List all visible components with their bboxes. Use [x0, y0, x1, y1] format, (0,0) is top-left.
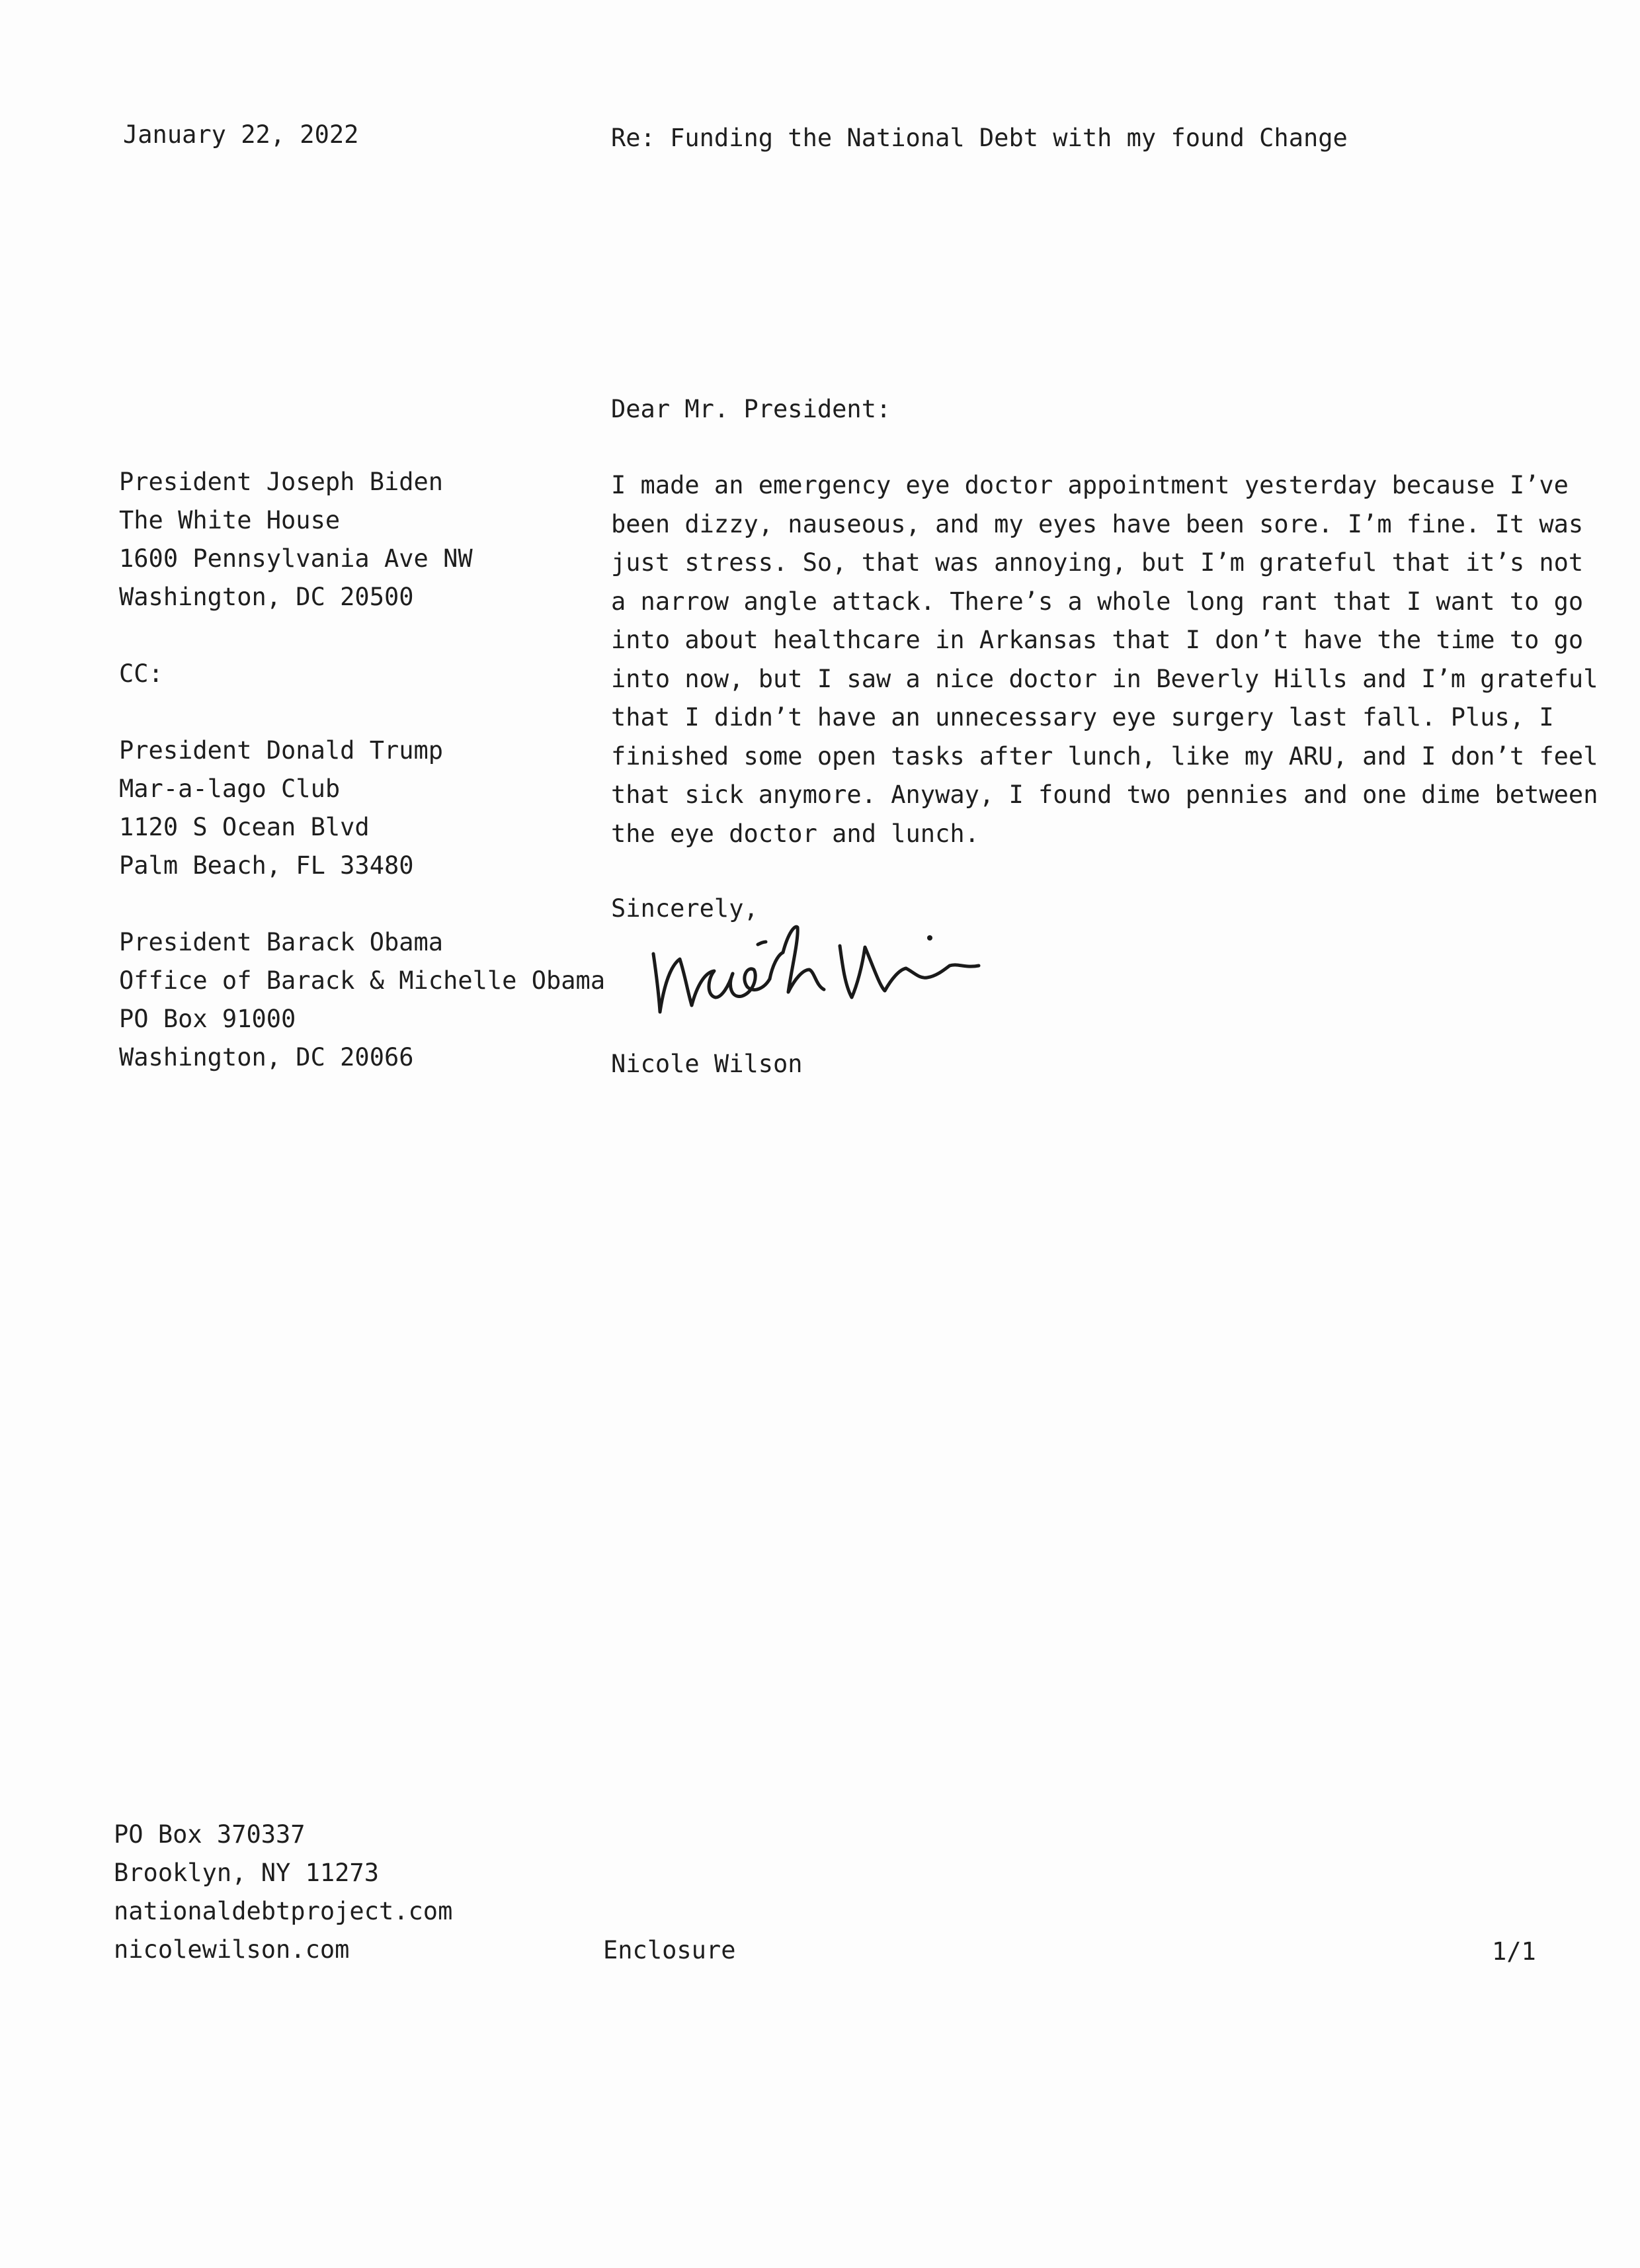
cc-address-line: Office of Barack & Michelle Obama [119, 966, 606, 995]
letter-subject: Re: Funding the National Debt with my found Change [611, 124, 1348, 152]
footer-address-line: PO Box 370337 [114, 1820, 306, 1849]
recipient-address-line: 1600 Pennsylvania Ave NW [119, 544, 473, 573]
cc-address-line: Palm Beach, FL 33480 [119, 851, 414, 880]
cc-label: CC: [119, 659, 163, 688]
signer-name: Nicole Wilson [611, 1050, 803, 1078]
body-line: I made an emergency eye doctor appointment yesterday because I’ve [611, 471, 1569, 499]
letter-body [611, 466, 1598, 853]
cc-recipient-name: President Donald Trump [119, 736, 444, 765]
body-line: finished some open tasks after lunch, like my ARU, and I don’t feel [611, 741, 1598, 771]
body-line: a narrow angle attack. There’s a whole long rant that I want to go [611, 587, 1584, 616]
body-line: the eye doctor and lunch. [611, 819, 979, 848]
spacer [119, 693, 605, 732]
footer-address-block [114, 1816, 452, 1969]
spacer [119, 616, 605, 655]
cc-address-line: Washington, DC 20066 [119, 1043, 414, 1071]
closing: Sincerely, [611, 894, 758, 923]
cc-address-line: Mar-a-lago Club [119, 775, 341, 803]
letter-date: January 22, 2022 [123, 120, 359, 149]
body-line: that sick anymore. Anyway, I found two pennies and one dime between [611, 780, 1598, 809]
enclosure-label: Enclosure [603, 1936, 736, 1964]
body-line: been dizzy, nauseous, and my eyes have been sore. I’m fine. It was [611, 509, 1584, 538]
page-number: 1/1 [1492, 1937, 1536, 1966]
body-line: into about healthcare in Arkansas that I don’t have the time to go [611, 626, 1584, 654]
footer-website: nicolewilson.com [114, 1935, 350, 1964]
footer-website: nationaldebtproject.com [114, 1897, 453, 1925]
cc-address-line: 1120 S Ocean Blvd [119, 813, 370, 841]
body-line: just stress. So, that was annoying, but I’m grateful that it’s not [611, 548, 1584, 577]
cc-address-line: PO Box 91000 [119, 1005, 296, 1033]
salutation: Dear Mr. President: [611, 395, 891, 423]
recipient-block [119, 463, 605, 1077]
body-line: that I didn’t have an unnecessary eye surgery last fall. Plus, I [611, 703, 1554, 732]
recipient-address-line: Washington, DC 20500 [119, 583, 414, 611]
recipient-address-line: The White House [119, 506, 341, 534]
footer-address-line: Brooklyn, NY 11273 [114, 1859, 379, 1887]
body-line: into now, but I saw a nice doctor in Beverly Hills and I’m grateful [611, 664, 1598, 693]
spacer [119, 885, 605, 923]
cc-recipient-name: President Barack Obama [119, 928, 444, 956]
signature-icon [641, 913, 1012, 1038]
recipient-name: President Joseph Biden [119, 468, 444, 496]
